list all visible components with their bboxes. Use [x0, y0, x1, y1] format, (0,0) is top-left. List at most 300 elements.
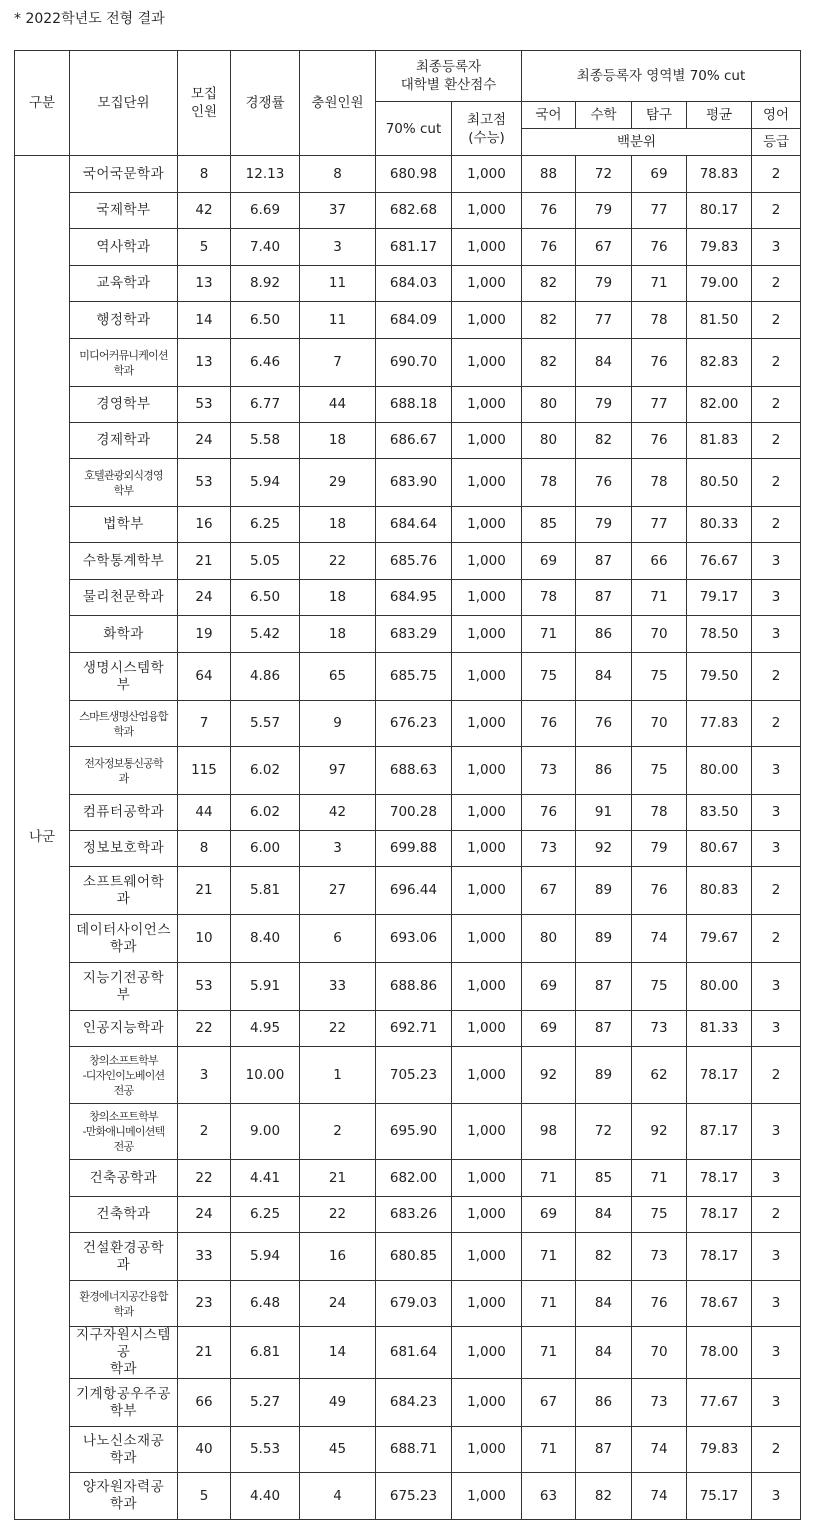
unit-cell: 미디어커뮤니케이션 학과 [70, 339, 178, 387]
inquiry-cell: 74 [632, 915, 687, 963]
cut70-cell: 683.26 [376, 1197, 452, 1233]
ratio-cell: 12.13 [231, 156, 300, 193]
additional-cell: 18 [300, 507, 376, 543]
ratio-cell: 5.05 [231, 543, 300, 580]
inquiry-cell: 77 [632, 507, 687, 543]
max-score-cell: 1,000 [452, 543, 522, 580]
table-row [15, 1473, 801, 1520]
cut70-cell: 681.17 [376, 229, 452, 266]
korean-cell: 69 [522, 963, 576, 1011]
quota-cell: 13 [178, 266, 231, 302]
korean-cell: 69 [522, 543, 576, 580]
cut70-cell: 684.03 [376, 266, 452, 302]
additional-cell: 45 [300, 1427, 376, 1473]
max-score-cell: 1,000 [452, 339, 522, 387]
table-row [15, 1104, 801, 1160]
unit-cell: 국제학부 [70, 193, 178, 229]
english-grade-cell: 3 [752, 963, 801, 1011]
unit-cell: 행정학과 [70, 302, 178, 339]
korean-cell: 71 [522, 616, 576, 653]
table-row [15, 795, 801, 831]
korean-cell: 76 [522, 193, 576, 229]
max-score-cell: 1,000 [452, 266, 522, 302]
english-grade-cell: 2 [752, 915, 801, 963]
quota-cell: 66 [178, 1379, 231, 1427]
max-score-cell: 1,000 [452, 387, 522, 423]
unit-cell: 나노신소재공 학과 [70, 1427, 178, 1473]
max-score-cell: 1,000 [452, 831, 522, 867]
inquiry-cell: 69 [632, 156, 687, 193]
unit-cell: 데이터사이언스 학과 [70, 915, 178, 963]
header-korean: 국어 [522, 102, 576, 129]
ratio-cell: 5.94 [231, 459, 300, 507]
cut70-cell: 699.88 [376, 831, 452, 867]
english-grade-cell: 3 [752, 1379, 801, 1427]
math-cell: 76 [576, 701, 632, 747]
additional-cell: 29 [300, 459, 376, 507]
korean-cell: 63 [522, 1473, 576, 1520]
math-cell: 84 [576, 1327, 632, 1379]
math-cell: 79 [576, 266, 632, 302]
additional-cell: 33 [300, 963, 376, 1011]
cut70-cell: 685.76 [376, 543, 452, 580]
max-score-cell: 1,000 [452, 915, 522, 963]
english-grade-cell: 3 [752, 1473, 801, 1520]
math-cell: 87 [576, 963, 632, 1011]
header-percentile: 백분위 [522, 129, 752, 156]
inquiry-cell: 77 [632, 193, 687, 229]
korean-cell: 71 [522, 1281, 576, 1327]
ratio-cell: 6.46 [231, 339, 300, 387]
english-grade-cell: 3 [752, 1104, 801, 1160]
average-cell: 78.17 [687, 1197, 752, 1233]
korean-cell: 85 [522, 507, 576, 543]
quota-cell: 53 [178, 963, 231, 1011]
max-score-cell: 1,000 [452, 302, 522, 339]
math-cell: 72 [576, 156, 632, 193]
average-cell: 75.17 [687, 1473, 752, 1520]
korean-cell: 71 [522, 1327, 576, 1379]
table-row [15, 387, 801, 423]
additional-cell: 97 [300, 747, 376, 795]
math-cell: 84 [576, 653, 632, 701]
max-score-cell: 1,000 [452, 229, 522, 266]
average-cell: 78.17 [687, 1047, 752, 1104]
cut70-cell: 683.90 [376, 459, 452, 507]
inquiry-cell: 74 [632, 1427, 687, 1473]
header-average: 평균 [687, 102, 752, 129]
max-score-cell: 1,000 [452, 795, 522, 831]
quota-cell: 24 [178, 423, 231, 459]
header-english: 영어 [752, 102, 801, 129]
average-cell: 79.50 [687, 653, 752, 701]
english-grade-cell: 3 [752, 616, 801, 653]
inquiry-cell: 76 [632, 867, 687, 915]
korean-cell: 76 [522, 701, 576, 747]
inquiry-cell: 75 [632, 747, 687, 795]
average-cell: 80.00 [687, 747, 752, 795]
math-cell: 85 [576, 1160, 632, 1197]
math-cell: 84 [576, 1281, 632, 1327]
max-score-cell: 1,000 [452, 963, 522, 1011]
cut70-cell: 686.67 [376, 423, 452, 459]
quota-cell: 44 [178, 795, 231, 831]
english-grade-cell: 3 [752, 1160, 801, 1197]
additional-cell: 42 [300, 795, 376, 831]
ratio-cell: 5.58 [231, 423, 300, 459]
english-grade-cell: 2 [752, 1197, 801, 1233]
english-grade-cell: 2 [752, 701, 801, 747]
additional-cell: 44 [300, 387, 376, 423]
average-cell: 79.83 [687, 1427, 752, 1473]
english-grade-cell: 2 [752, 1047, 801, 1104]
table-row [15, 1047, 801, 1104]
average-cell: 78.50 [687, 616, 752, 653]
average-cell: 81.83 [687, 423, 752, 459]
average-cell: 78.00 [687, 1327, 752, 1379]
inquiry-cell: 75 [632, 653, 687, 701]
table-row [15, 1281, 801, 1327]
unit-cell: 창의소프트학부 -디자인이노베이션 전공 [70, 1047, 178, 1104]
additional-cell: 2 [300, 1104, 376, 1160]
additional-cell: 11 [300, 302, 376, 339]
quota-cell: 10 [178, 915, 231, 963]
ratio-cell: 6.25 [231, 1197, 300, 1233]
max-score-cell: 1,000 [452, 580, 522, 616]
header-competition: 경쟁률 [231, 51, 300, 156]
ratio-cell: 8.92 [231, 266, 300, 302]
quota-cell: 21 [178, 867, 231, 915]
cut70-cell: 682.68 [376, 193, 452, 229]
quota-cell: 21 [178, 1327, 231, 1379]
unit-cell: 컴퓨터공학과 [70, 795, 178, 831]
english-grade-cell: 3 [752, 543, 801, 580]
unit-cell: 소프트웨어학 과 [70, 867, 178, 915]
quota-cell: 42 [178, 193, 231, 229]
header-math: 수학 [576, 102, 632, 129]
quota-cell: 24 [178, 1197, 231, 1233]
math-cell: 79 [576, 387, 632, 423]
max-score-cell: 1,000 [452, 1427, 522, 1473]
ratio-cell: 9.00 [231, 1104, 300, 1160]
header-quota: 모집 인원 [178, 51, 231, 156]
inquiry-cell: 76 [632, 1281, 687, 1327]
average-cell: 80.83 [687, 867, 752, 915]
math-cell: 87 [576, 543, 632, 580]
ratio-cell: 6.50 [231, 302, 300, 339]
cut70-cell: 681.64 [376, 1327, 452, 1379]
ratio-cell: 6.48 [231, 1281, 300, 1327]
korean-cell: 78 [522, 459, 576, 507]
quota-cell: 5 [178, 1473, 231, 1520]
korean-cell: 82 [522, 266, 576, 302]
english-grade-cell: 2 [752, 653, 801, 701]
max-score-cell: 1,000 [452, 616, 522, 653]
korean-cell: 80 [522, 423, 576, 459]
table-row [15, 423, 801, 459]
max-score-cell: 1,000 [452, 701, 522, 747]
english-grade-cell: 2 [752, 1427, 801, 1473]
inquiry-cell: 74 [632, 1473, 687, 1520]
ratio-cell: 6.50 [231, 580, 300, 616]
average-cell: 76.67 [687, 543, 752, 580]
additional-cell: 14 [300, 1327, 376, 1379]
average-cell: 78.17 [687, 1160, 752, 1197]
quota-cell: 5 [178, 229, 231, 266]
table-row [15, 1197, 801, 1233]
inquiry-cell: 78 [632, 459, 687, 507]
math-cell: 77 [576, 302, 632, 339]
max-score-cell: 1,000 [452, 193, 522, 229]
math-cell: 92 [576, 831, 632, 867]
math-cell: 89 [576, 915, 632, 963]
unit-cell: 역사학과 [70, 229, 178, 266]
average-cell: 82.83 [687, 339, 752, 387]
korean-cell: 67 [522, 1379, 576, 1427]
max-score-cell: 1,000 [452, 423, 522, 459]
unit-cell: 화학과 [70, 616, 178, 653]
math-cell: 67 [576, 229, 632, 266]
table-row [15, 1160, 801, 1197]
cut70-cell: 680.98 [376, 156, 452, 193]
korean-cell: 80 [522, 915, 576, 963]
header-unit: 모집단위 [70, 51, 178, 156]
unit-cell: 창의소프트학부 -만화애니메이션텍 전공 [70, 1104, 178, 1160]
korean-cell: 71 [522, 1427, 576, 1473]
quota-cell: 24 [178, 580, 231, 616]
average-cell: 80.50 [687, 459, 752, 507]
korean-cell: 69 [522, 1011, 576, 1047]
ratio-cell: 4.40 [231, 1473, 300, 1520]
quota-cell: 40 [178, 1427, 231, 1473]
cut70-cell: 685.75 [376, 653, 452, 701]
average-cell: 78.67 [687, 1281, 752, 1327]
korean-cell: 73 [522, 831, 576, 867]
unit-cell: 호텔관광외식경영 학부 [70, 459, 178, 507]
inquiry-cell: 70 [632, 701, 687, 747]
english-grade-cell: 2 [752, 302, 801, 339]
english-grade-cell: 2 [752, 339, 801, 387]
additional-cell: 6 [300, 915, 376, 963]
inquiry-cell: 73 [632, 1379, 687, 1427]
additional-cell: 11 [300, 266, 376, 302]
table-row [15, 580, 801, 616]
cut70-cell: 682.00 [376, 1160, 452, 1197]
max-score-cell: 1,000 [452, 459, 522, 507]
korean-cell: 69 [522, 1197, 576, 1233]
english-grade-cell: 2 [752, 459, 801, 507]
cut70-cell: 676.23 [376, 701, 452, 747]
cut70-cell: 692.71 [376, 1011, 452, 1047]
average-cell: 80.17 [687, 193, 752, 229]
math-cell: 76 [576, 459, 632, 507]
table-row [15, 831, 801, 867]
korean-cell: 73 [522, 747, 576, 795]
english-grade-cell: 3 [752, 747, 801, 795]
table-row [15, 915, 801, 963]
table-row [15, 963, 801, 1011]
unit-cell: 건설환경공학 과 [70, 1233, 178, 1281]
quota-cell: 16 [178, 507, 231, 543]
math-cell: 72 [576, 1104, 632, 1160]
inquiry-cell: 79 [632, 831, 687, 867]
additional-cell: 9 [300, 701, 376, 747]
ratio-cell: 7.40 [231, 229, 300, 266]
inquiry-cell: 76 [632, 339, 687, 387]
max-score-cell: 1,000 [452, 653, 522, 701]
inquiry-cell: 77 [632, 387, 687, 423]
table-row [15, 1427, 801, 1473]
inquiry-cell: 76 [632, 229, 687, 266]
table-row [15, 1011, 801, 1047]
unit-cell: 기계항공우주공 학부 [70, 1379, 178, 1427]
ratio-cell: 6.02 [231, 795, 300, 831]
average-cell: 87.17 [687, 1104, 752, 1160]
unit-cell: 법학부 [70, 507, 178, 543]
english-grade-cell: 3 [752, 229, 801, 266]
quota-cell: 2 [178, 1104, 231, 1160]
cut70-cell: 693.06 [376, 915, 452, 963]
math-cell: 86 [576, 616, 632, 653]
average-cell: 79.83 [687, 229, 752, 266]
additional-cell: 24 [300, 1281, 376, 1327]
math-cell: 84 [576, 339, 632, 387]
additional-cell: 18 [300, 423, 376, 459]
korean-cell: 82 [522, 302, 576, 339]
math-cell: 87 [576, 1011, 632, 1047]
english-grade-cell: 2 [752, 266, 801, 302]
inquiry-cell: 66 [632, 543, 687, 580]
quota-cell: 8 [178, 831, 231, 867]
korean-cell: 80 [522, 387, 576, 423]
header-category: 구분 [15, 51, 70, 156]
table-row [15, 193, 801, 229]
header-max-score: 최고점 (수능) [452, 102, 522, 156]
unit-cell: 건축학과 [70, 1197, 178, 1233]
table-row [15, 1233, 801, 1281]
additional-cell: 16 [300, 1233, 376, 1281]
table-row [15, 867, 801, 915]
ratio-cell: 6.25 [231, 507, 300, 543]
table-row [15, 302, 801, 339]
ratio-cell: 6.02 [231, 747, 300, 795]
cut70-cell: 695.90 [376, 1104, 452, 1160]
max-score-cell: 1,000 [452, 1104, 522, 1160]
unit-cell: 지능기전공학 부 [70, 963, 178, 1011]
ratio-cell: 6.81 [231, 1327, 300, 1379]
korean-cell: 76 [522, 229, 576, 266]
max-score-cell: 1,000 [452, 156, 522, 193]
unit-cell: 건축공학과 [70, 1160, 178, 1197]
quota-cell: 33 [178, 1233, 231, 1281]
inquiry-cell: 92 [632, 1104, 687, 1160]
korean-cell: 75 [522, 653, 576, 701]
unit-cell: 환경에너지공간융합 학과 [70, 1281, 178, 1327]
ratio-cell: 8.40 [231, 915, 300, 963]
korean-cell: 92 [522, 1047, 576, 1104]
additional-cell: 22 [300, 543, 376, 580]
ratio-cell: 5.94 [231, 1233, 300, 1281]
math-cell: 82 [576, 1473, 632, 1520]
additional-cell: 18 [300, 580, 376, 616]
page-caption: * 2022학년도 전형 결과 [14, 11, 165, 27]
ratio-cell: 5.42 [231, 616, 300, 653]
cut70-cell: 696.44 [376, 867, 452, 915]
cut70-cell: 679.03 [376, 1281, 452, 1327]
quota-cell: 23 [178, 1281, 231, 1327]
additional-cell: 8 [300, 156, 376, 193]
korean-cell: 67 [522, 867, 576, 915]
math-cell: 79 [576, 507, 632, 543]
max-score-cell: 1,000 [452, 1047, 522, 1104]
additional-cell: 65 [300, 653, 376, 701]
ratio-cell: 6.00 [231, 831, 300, 867]
english-grade-cell: 2 [752, 423, 801, 459]
unit-cell: 수학통계학부 [70, 543, 178, 580]
max-score-cell: 1,000 [452, 507, 522, 543]
english-grade-cell: 2 [752, 156, 801, 193]
math-cell: 86 [576, 747, 632, 795]
unit-cell: 양자원자력공 학과 [70, 1473, 178, 1520]
additional-cell: 22 [300, 1011, 376, 1047]
math-cell: 86 [576, 1379, 632, 1427]
quota-cell: 3 [178, 1047, 231, 1104]
unit-cell: 정보보호학과 [70, 831, 178, 867]
english-grade-cell: 3 [752, 795, 801, 831]
english-grade-cell: 3 [752, 1327, 801, 1379]
max-score-cell: 1,000 [452, 747, 522, 795]
additional-cell: 22 [300, 1197, 376, 1233]
cut70-cell: 700.28 [376, 795, 452, 831]
cut70-cell: 688.18 [376, 387, 452, 423]
average-cell: 83.50 [687, 795, 752, 831]
table-row [15, 543, 801, 580]
ratio-cell: 5.81 [231, 867, 300, 915]
inquiry-cell: 71 [632, 580, 687, 616]
header-inquiry: 탐구 [632, 102, 687, 129]
average-cell: 80.00 [687, 963, 752, 1011]
results-body [15, 156, 801, 1520]
average-cell: 81.50 [687, 302, 752, 339]
quota-cell: 53 [178, 459, 231, 507]
english-grade-cell: 2 [752, 387, 801, 423]
quota-cell: 115 [178, 747, 231, 795]
quota-cell: 22 [178, 1160, 231, 1197]
inquiry-cell: 78 [632, 302, 687, 339]
inquiry-cell: 70 [632, 1327, 687, 1379]
english-grade-cell: 2 [752, 867, 801, 915]
table-row [15, 616, 801, 653]
unit-cell: 생명시스템학 부 [70, 653, 178, 701]
inquiry-cell: 73 [632, 1011, 687, 1047]
unit-cell: 국어국문학과 [70, 156, 178, 193]
cut70-cell: 684.09 [376, 302, 452, 339]
average-cell: 77.83 [687, 701, 752, 747]
inquiry-cell: 71 [632, 1160, 687, 1197]
cut70-cell: 684.95 [376, 580, 452, 616]
quota-cell: 14 [178, 302, 231, 339]
header-cut70: 70% cut [376, 102, 452, 156]
header-converted-score: 최종등록자 대학별 환산점수 [376, 51, 522, 102]
math-cell: 79 [576, 193, 632, 229]
korean-cell: 98 [522, 1104, 576, 1160]
inquiry-cell: 70 [632, 616, 687, 653]
quota-cell: 13 [178, 339, 231, 387]
english-grade-cell: 3 [752, 580, 801, 616]
ratio-cell: 4.95 [231, 1011, 300, 1047]
average-cell: 81.33 [687, 1011, 752, 1047]
cut70-cell: 684.64 [376, 507, 452, 543]
